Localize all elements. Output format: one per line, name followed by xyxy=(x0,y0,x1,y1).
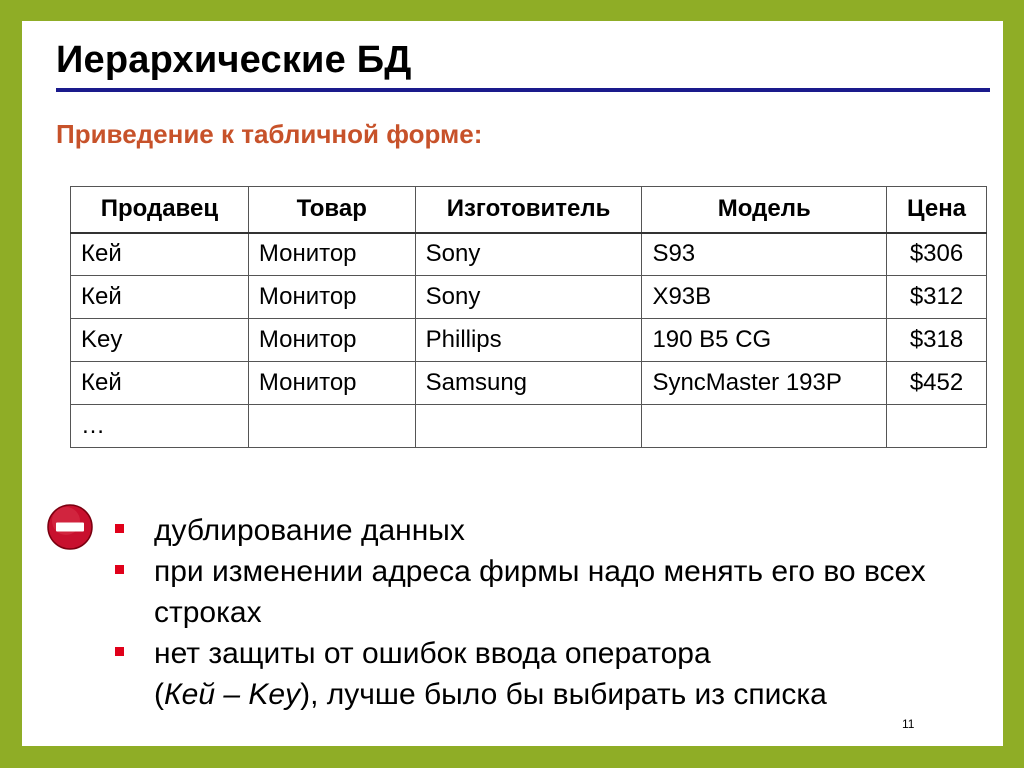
example-open-paren: ( xyxy=(154,678,164,711)
cell-price xyxy=(887,405,987,448)
table-row xyxy=(71,362,987,405)
sales-table xyxy=(70,186,987,448)
column-header-product: Товар xyxy=(248,187,415,233)
drawbacks-list xyxy=(112,510,982,715)
cell-maker: Phillips xyxy=(415,319,642,362)
cell-maker xyxy=(415,405,642,448)
list-item xyxy=(112,633,982,715)
square-bullet-icon xyxy=(115,565,124,574)
list-item-text: при изменении адреса фирмы надо менять его во всех строках xyxy=(154,555,926,629)
cell-seller: Кей xyxy=(71,233,249,276)
cell-maker: Samsung xyxy=(415,362,642,405)
table-row xyxy=(71,319,987,362)
table-row xyxy=(71,233,987,276)
cell-seller: … xyxy=(71,405,249,448)
example-text: Кей – Key xyxy=(164,678,301,711)
column-header-seller: Продавец xyxy=(71,187,249,233)
cell-seller: Кей xyxy=(71,276,249,319)
column-header-price: Цена xyxy=(887,187,987,233)
list-item xyxy=(112,510,982,551)
cell-price: $318 xyxy=(887,319,987,362)
cell-maker: Sony xyxy=(415,276,642,319)
cell-maker: Sony xyxy=(415,233,642,276)
table-row xyxy=(71,276,987,319)
cell-price: $306 xyxy=(887,233,987,276)
title-underline xyxy=(56,88,990,92)
example-close: ), лучше было бы выбирать из списка xyxy=(300,678,827,711)
list-item-text: дублирование данных xyxy=(154,514,465,547)
slide xyxy=(22,21,1003,746)
column-header-maker: Изготовитель xyxy=(415,187,642,233)
cell-model: S93 xyxy=(642,233,887,276)
cell-model: 190 B5 CG xyxy=(642,319,887,362)
page-number: 11 xyxy=(902,717,915,731)
cell-model xyxy=(642,405,887,448)
list-item-text: нет защиты от ошибок ввода оператора xyxy=(154,637,711,670)
table-row xyxy=(71,405,987,448)
cell-product: Монитор xyxy=(248,319,415,362)
stop-icon xyxy=(46,503,94,551)
cell-product: Монитор xyxy=(248,276,415,319)
list-item xyxy=(112,551,982,633)
cell-model: X93B xyxy=(642,276,887,319)
cell-product xyxy=(248,405,415,448)
cell-price: $452 xyxy=(887,362,987,405)
slide-subtitle: Приведение к табличной форме: xyxy=(56,119,483,149)
cell-price: $312 xyxy=(887,276,987,319)
cell-seller: Кей xyxy=(71,362,249,405)
square-bullet-icon xyxy=(115,647,124,656)
cell-model: SyncMaster 193P xyxy=(642,362,887,405)
table-header-row xyxy=(71,187,987,233)
cell-seller: Key xyxy=(71,319,249,362)
cell-product: Монитор xyxy=(248,362,415,405)
slide-title: Иерархические БД xyxy=(56,39,412,81)
column-header-model: Модель xyxy=(642,187,887,233)
square-bullet-icon xyxy=(115,524,124,533)
cell-product: Монитор xyxy=(248,233,415,276)
